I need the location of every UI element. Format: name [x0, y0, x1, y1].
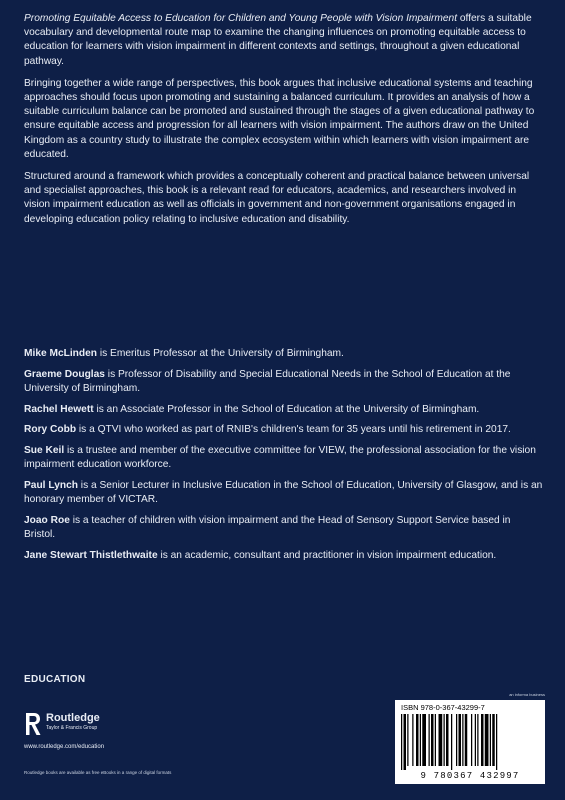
barcode-bar	[435, 714, 436, 766]
description	[24, 12, 544, 235]
barcode-bar	[431, 714, 434, 766]
isbn-label: ISBN 978-0-367-43299-7	[401, 703, 485, 712]
author-name: Graeme Douglas	[24, 368, 105, 380]
barcode-bar	[407, 714, 408, 766]
barcode-block	[395, 692, 545, 784]
publisher-url: www.routledge.com/education	[24, 744, 105, 750]
author-name: Paul Lynch	[24, 479, 78, 491]
barcode-number: 9 780367 432997	[420, 771, 520, 781]
barcode-bar	[439, 714, 443, 766]
informa-tagline: an informa business	[509, 692, 545, 697]
barcode-bar	[451, 714, 452, 770]
barcode-bar	[422, 714, 426, 766]
barcode-bar	[401, 714, 402, 770]
barcode-bar	[456, 714, 457, 766]
author-name: Joao Roe	[24, 514, 70, 526]
author-name: Mike McLinden	[24, 348, 98, 359]
barcode-bar	[477, 714, 478, 766]
barcode-bar	[475, 714, 476, 766]
barcode-bar	[412, 714, 413, 766]
barcode-bar	[471, 714, 472, 766]
barcode-bar	[481, 714, 484, 766]
author-bio: Rachel Hewett is an Associate Professor in the School of Education at the University of Birmingham.	[24, 403, 480, 415]
publisher-group: Taylor & Francis Group	[46, 725, 98, 731]
barcode-bar	[459, 714, 462, 766]
author-bio: Mike McLinden is Emeritus Professor at the University of Birmingham.	[24, 348, 344, 359]
author-name: Sue Keil	[24, 445, 65, 457]
routledge-r-logo-icon	[24, 712, 42, 736]
barcode-bar	[420, 714, 421, 766]
author-bio: Graeme Douglas is Professor of Disability and Special Educational Needs in the School of Education at the University of Birmingham.	[24, 368, 511, 394]
intro-paragraph-2: Bringing together a wide range of perspectives, this book argues that inclusive educational systems and teaching approaches should focus upon promoting and sustaining a balanced curriculum. It provides an analysis of how a suitable curriculum balance can be promoted and sustained through the stages of a given educational pathway to ensure equitable access and progression for all learners with vision impairment. The authors draw on the United Kingdom as a country study to illustrate the complex ecosystem within which learners with vision impairment are educated.	[24, 77, 535, 160]
author-bio: Sue Keil is a trustee and member of the executive committee for VIEW, the professional association for the vision impairment education workforce.	[24, 445, 536, 471]
barcode-bar	[492, 714, 495, 766]
barcode-bar	[429, 714, 430, 766]
barcode-bar	[485, 714, 489, 766]
author-bio: Jane Stewart Thistlethwaite is an academic, consultant and practitioner in vision impairment education.	[24, 549, 497, 561]
book-title: Promoting Equitable Access to Education for Children and Young People with Vision Impairment	[24, 13, 458, 24]
author-name: Jane Stewart Thistlethwaite	[24, 549, 158, 561]
barcode-bar	[416, 714, 419, 766]
barcode-bar	[462, 714, 463, 766]
author-bios	[24, 347, 544, 569]
publisher-block	[24, 712, 224, 772]
barcode-bar	[490, 714, 491, 766]
publisher-name: Routledge	[46, 712, 100, 724]
barcode-bar	[496, 714, 497, 770]
author-bio: Paul Lynch is a Senior Lecturer in Inclusive Education in the School of Education, University of Glasgow, and is an honorary member of VICTAR.	[24, 479, 543, 506]
barcode-bar	[404, 714, 407, 770]
author-bio: Joao Roe is a teacher of children with vision impairment and the Head of Sensory Support Service based in Bristol.	[24, 514, 511, 541]
barcode-bar	[444, 714, 445, 766]
barcode-bar	[465, 714, 468, 766]
barcode-bars	[401, 714, 539, 770]
ebook-note: Routledge books are available as free eBooks in a range of digital formats	[24, 770, 172, 775]
barcode	[395, 700, 545, 784]
intro-paragraph-1-text: offers a suitable vocabulary and developmental route map to examine the changing influences on promoting equitable access to education for learners with vision impairment in different contexts and settings, throughout a given educational pathway.	[24, 13, 532, 67]
author-name: Rory Cobb	[24, 424, 77, 436]
barcode-bar	[446, 714, 449, 766]
author-name: Rachel Hewett	[24, 403, 94, 415]
intro-paragraph-3: Structured around a framework which provides a conceptually coherent and practical balance between universal and specialist approaches, this book is a relevant read for educators, academics, and researchers involved in vision impairment education as well as officials in government and non-government organisations engaged in developing education policy relating to inclusive education and disability.	[24, 171, 530, 225]
author-bio: Rory Cobb is a QTVI who worked as part of RNIB's children's team for 35 years until his retirement in 2017.	[24, 424, 511, 436]
subject-category: EDUCATION	[24, 674, 86, 685]
intro-paragraph-1	[24, 12, 544, 69]
